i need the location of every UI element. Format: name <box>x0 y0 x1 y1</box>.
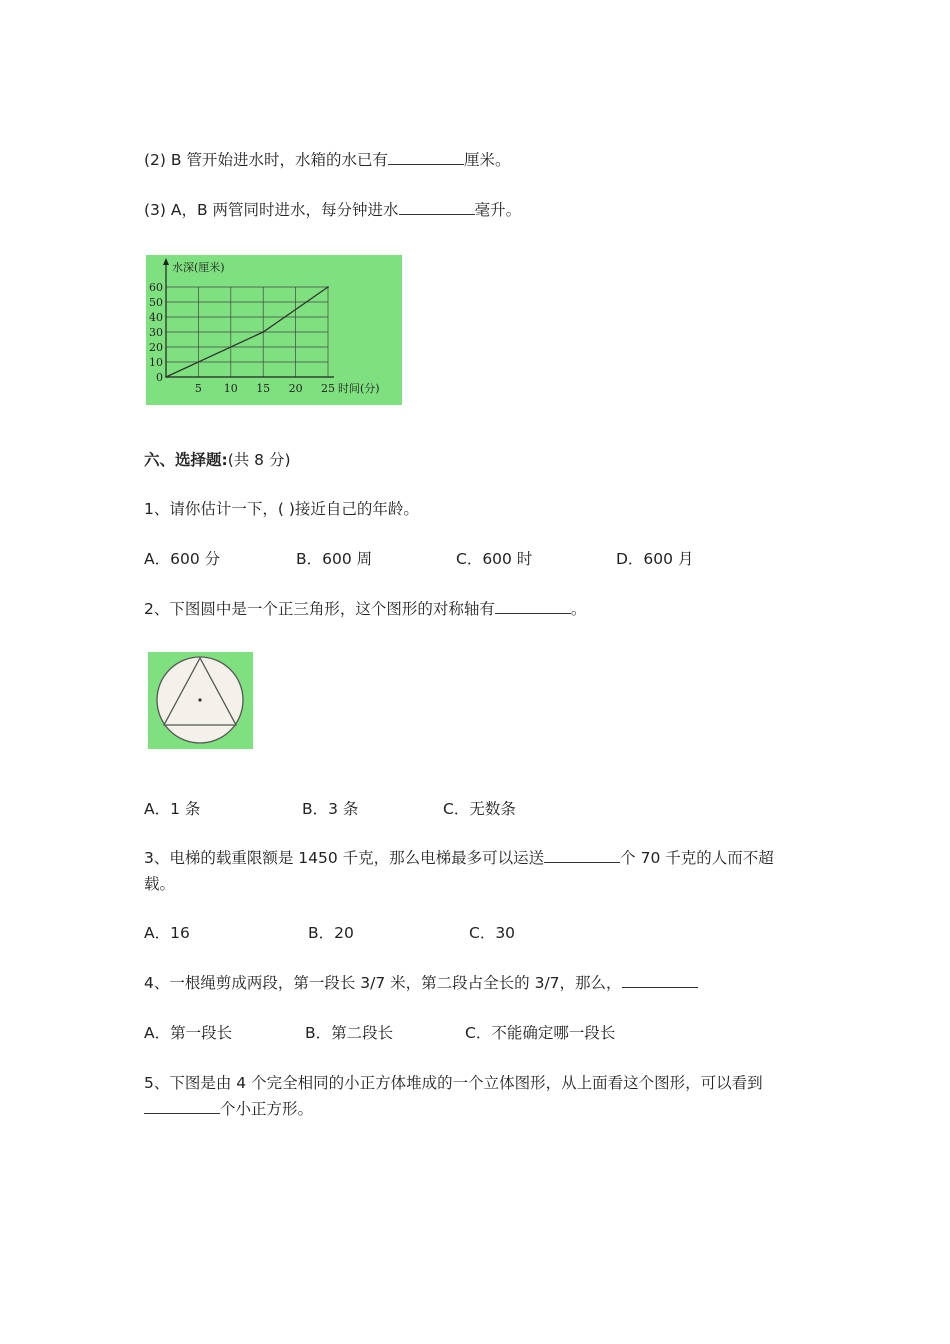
answer-blank[interactable] <box>399 198 475 215</box>
y-tick-label: 40 <box>149 311 163 324</box>
section-6-heading: 六、选择题:(共 8 分) <box>144 451 291 469</box>
choice-question-3: 3、电梯的载重限额是 1450 千克，那么电梯最多可以运送 个 70 千克的人而不超 <box>144 846 774 870</box>
option-a[interactable]: A．第一段长 <box>144 1024 233 1042</box>
answer-blank[interactable] <box>495 597 571 614</box>
x-tick-label: 5 <box>194 382 202 395</box>
option-c[interactable]: C．不能确定哪一段长 <box>465 1024 616 1042</box>
option-b[interactable]: B．600 周 <box>296 550 373 568</box>
y-tick-label: 30 <box>149 326 163 339</box>
option-c[interactable]: C．无数条 <box>443 800 516 818</box>
x-tick-label: 25 <box>321 382 335 395</box>
circle-triangle-figure <box>148 652 253 753</box>
water-depth-line-chart <box>146 255 402 409</box>
y-tick-label: 60 <box>149 281 163 294</box>
y-tick-label: 20 <box>149 341 163 354</box>
option-a[interactable]: A．16 <box>144 924 190 942</box>
option-b[interactable]: B．20 <box>308 924 354 942</box>
choice-question-3-line2: 载。 <box>144 875 176 893</box>
y-tick-label: 0 <box>156 371 163 384</box>
option-d[interactable]: D．600 月 <box>616 550 694 568</box>
question-3-fill: (3) A，B 两管同时进水，每分钟进水 毫升。 <box>144 198 521 222</box>
y-tick-label: 10 <box>149 356 163 369</box>
option-b[interactable]: B．第二段长 <box>305 1024 394 1042</box>
answer-blank[interactable] <box>622 971 698 988</box>
x-tick-label: 10 <box>223 382 238 395</box>
option-a[interactable]: A．600 分 <box>144 550 221 568</box>
circle-triangle-svg <box>148 652 253 749</box>
answer-blank[interactable] <box>544 846 620 863</box>
option-b[interactable]: B．3 条 <box>302 800 359 818</box>
choice-question-4: 4、一根绳剪成两段，第一段长 3/7 米，第二段占全长的 3/7，那么， <box>144 971 698 995</box>
choice-question-2: 2、下图圆中是一个正三角形，这个图形的对称轴有 。 <box>144 597 586 621</box>
x-tick-label: 15 <box>256 382 271 395</box>
chart-svg <box>146 255 402 405</box>
data-point <box>327 286 329 288</box>
x-tick-label: 20 <box>288 382 303 395</box>
choice-question-1: 1、请你估计一下，( )接近自己的年龄。 <box>144 500 419 518</box>
option-c[interactable]: C．600 时 <box>456 550 533 568</box>
data-point <box>165 376 167 378</box>
answer-blank[interactable] <box>388 148 464 165</box>
choice-question-5-line2: 个小正方形。 <box>144 1097 313 1121</box>
question-2-fill: (2) B 管开始进水时，水箱的水已有 厘米。 <box>144 148 510 172</box>
x-axis-title: 时间(分) <box>338 382 380 395</box>
y-tick-label: 50 <box>149 296 163 309</box>
option-a[interactable]: A．1 条 <box>144 800 201 818</box>
data-point <box>262 331 264 333</box>
center-dot <box>198 698 201 701</box>
option-c[interactable]: C．30 <box>469 924 516 942</box>
y-axis-title: 水深(厘米) <box>172 261 225 274</box>
choice-question-5: 5、下图是由 4 个完全相同的小正方体堆成的一个立体图形，从上面看这个图形，可以看到 <box>144 1074 763 1092</box>
answer-blank[interactable] <box>144 1097 220 1114</box>
